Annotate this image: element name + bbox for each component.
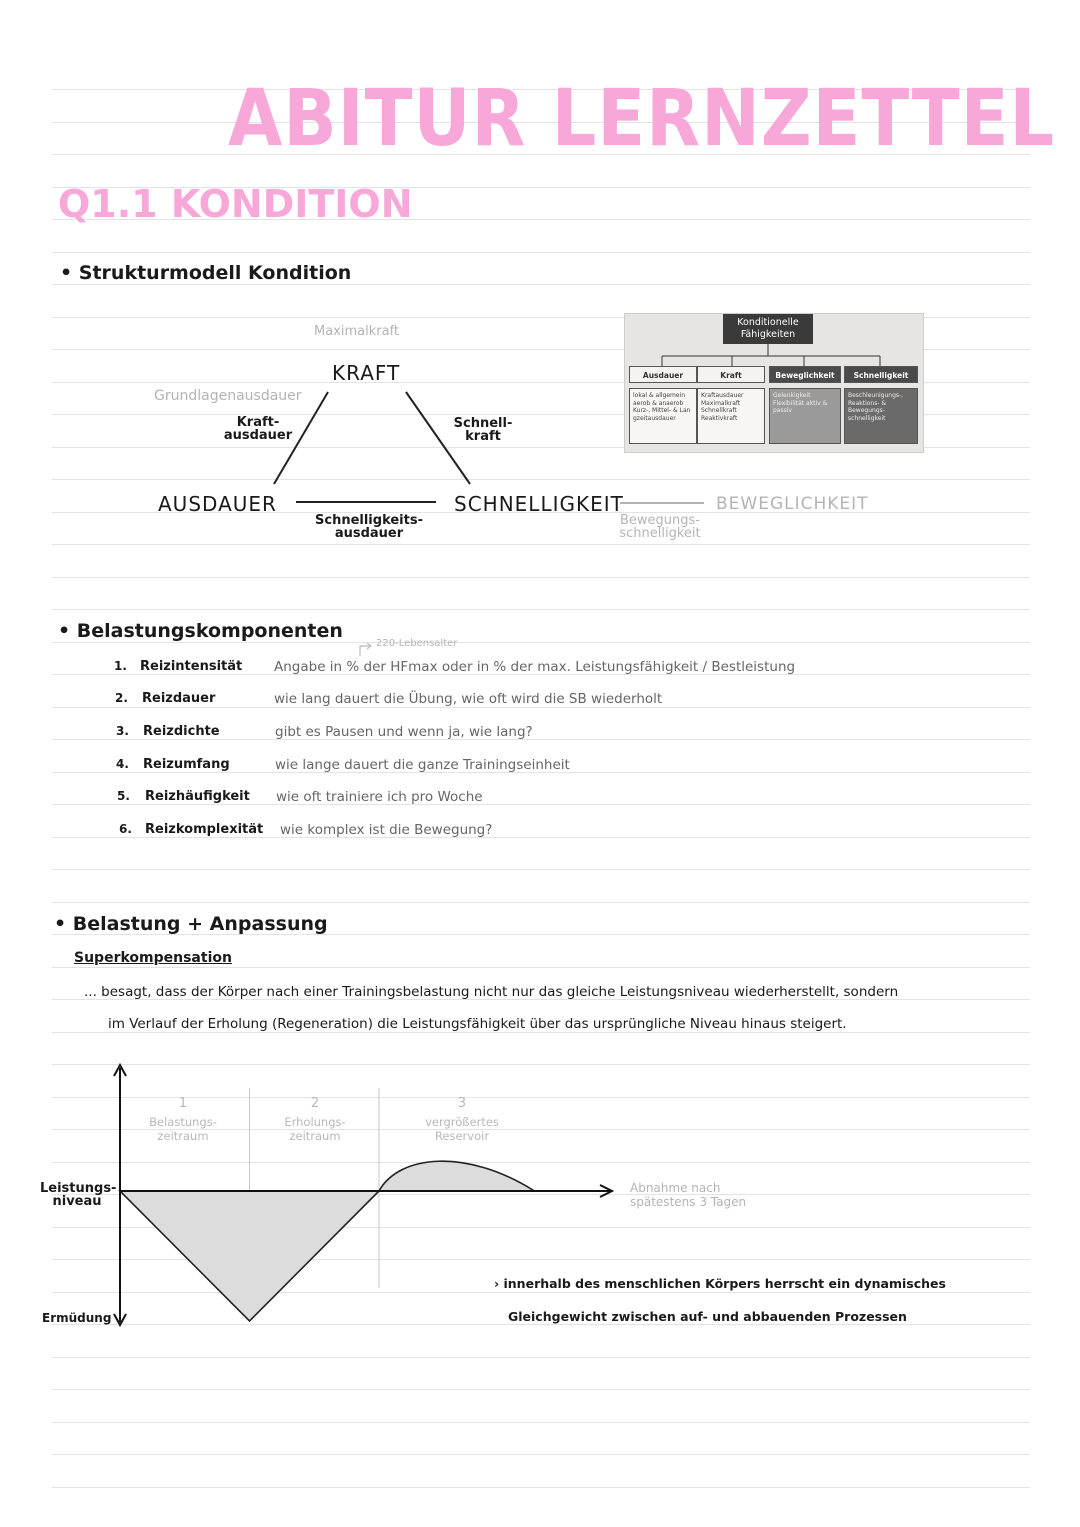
item-description-5: wie oft trainiere ich pro Woche <box>276 789 483 805</box>
item-number-6: 6. <box>119 822 132 836</box>
ruled-line <box>52 739 1030 740</box>
node-beweglichkeit: BEWEGLICHKEIT <box>716 494 869 514</box>
definition-line-1: ... besagt, dass der Körper nach einer Trainingsbelastung nicht nur das gleiche Leistungsniveau wiederherstellt, sondern <box>84 984 899 1000</box>
ruled-line <box>52 707 1030 708</box>
item-description-6: wie komplex ist die Bewegung? <box>280 822 493 838</box>
phase-label-1: Belastungs- <box>149 1115 217 1129</box>
bullet-icon: • <box>60 262 73 284</box>
photo-category-0: Ausdauer <box>629 366 697 383</box>
ruled-line <box>52 1357 1030 1358</box>
phase-label-3: vergrößertes <box>425 1115 499 1129</box>
label-grundlagenausdauer: Grundlagenausdauer <box>154 388 302 404</box>
item-number-2: 2. <box>115 691 128 705</box>
photo-konditionelle-faehigkeiten <box>624 313 924 453</box>
note-line-2: Gleichgewicht zwischen auf- und abbauenden Prozessen <box>508 1309 907 1324</box>
phase-label-1: zeitraum <box>157 1129 209 1143</box>
ruled-line <box>52 902 1030 903</box>
annotation-lebensalter: 220-Lebensalter <box>376 638 458 649</box>
photo-category-detail-0: lokal & allgemein aerob & anaerob Kurz-, Mittel- & Lan gzeitausdauer <box>629 388 697 444</box>
photo-category-detail-3: Beschleunigungs-, Reaktions- & Bewegungs- schnelligkeit <box>844 388 918 444</box>
item-term-6: Reizkomplexität <box>145 822 264 837</box>
item-term-3: Reizdichte <box>143 724 220 739</box>
label-maximalkraft: Maximalkraft <box>314 324 400 339</box>
phase-label-2: zeitraum <box>289 1129 341 1143</box>
bullet-icon: • <box>54 913 67 935</box>
section-belastungskomponenten <box>58 620 343 642</box>
edge-kraft-schnelligkeit <box>406 392 470 484</box>
triangle-diagram <box>0 0 1080 600</box>
page-subtitle: Q1.1 KONDITION <box>58 182 413 226</box>
ruled-line <box>52 1422 1030 1423</box>
item-number-4: 4. <box>116 757 129 771</box>
supercompensation-area <box>379 1161 534 1191</box>
ruled-line <box>52 837 1030 838</box>
section-heading: Strukturmodell Kondition <box>78 262 352 284</box>
item-term-5: Reizhäufigkeit <box>145 789 250 804</box>
item-description-2: wie lang dauert die Übung, wie oft wird die SB wiederholt <box>274 691 663 707</box>
item-term-2: Reizdauer <box>142 691 216 706</box>
fatigue-area <box>120 1191 379 1321</box>
phase-number-2: 2 <box>310 1096 320 1111</box>
photo-root-box: Konditionelle Fähigkeiten <box>723 314 813 344</box>
phase-label-2: Erholungs- <box>284 1115 346 1129</box>
ruled-line <box>52 1032 1030 1033</box>
phase-number-3: 3 <box>457 1096 467 1111</box>
edge-kraft-ausdauer <box>274 392 328 484</box>
photo-category-detail-2: Gelenkigkeit Flexibilität aktiv & passiv <box>769 388 841 444</box>
photo-category-1: Kraft <box>697 366 765 383</box>
ylabel-ermuedung: Ermüdung <box>42 1311 112 1325</box>
ylabel-leistungsniveau: Leistungs- niveau <box>40 1181 117 1209</box>
page-title: ABITUR LERNZETTEL <box>228 74 1056 164</box>
label-kraftausdauer: Kraft- ausdauer <box>223 415 293 443</box>
ruled-line <box>52 1487 1030 1488</box>
item-term-1: Reizintensität <box>140 659 243 674</box>
superkompensation-chart <box>0 1050 1080 1350</box>
item-number-5: 5. <box>117 789 130 803</box>
node-ausdauer: AUSDAUER <box>158 492 277 516</box>
item-description-4: wie lange dauert die ganze Trainingseinheit <box>275 757 570 773</box>
label-bewegungsschnelligkeit: Bewegungs- schnelligkeit <box>619 513 701 541</box>
section-heading: Belastung + Anpassung <box>72 913 328 935</box>
ruled-line <box>52 609 1030 610</box>
phase-label-3: Reservoir <box>434 1129 490 1143</box>
annotation-arrow-icon <box>356 640 376 658</box>
ruled-line <box>52 804 1030 805</box>
ruled-line <box>52 967 1030 968</box>
x-end-label: Abnahme nach spätestens 3 Tagen <box>630 1181 747 1209</box>
note-line-1: › innerhalb des menschlichen Körpers herrscht ein dynamisches <box>494 1276 946 1291</box>
node-kraft: KRAFT <box>332 361 401 385</box>
photo-category-2: Beweglichkeit <box>769 366 841 383</box>
definition-line-2: im Verlauf der Erholung (Regeneration) die Leistungsfähigkeit über das ursprüngliche Niveau hinaus steigert. <box>108 1016 847 1032</box>
item-description-1: Angabe in % der HFmax oder in % der max. Leistungsfähigkeit / Bestleistung <box>274 659 796 675</box>
item-number-3: 3. <box>116 724 129 738</box>
item-description-3: gibt es Pausen und wenn ja, wie lang? <box>275 724 533 740</box>
label-schnelligkeitsausdauer: Schnelligkeits- ausdauer <box>315 513 423 541</box>
bullet-icon: • <box>58 620 71 642</box>
photo-category-detail-1: Kraftausdauer Maximalkraft Schnellkraft Reaktivkraft <box>697 388 765 444</box>
photo-category-3: Schnelligkeit <box>844 366 918 383</box>
ruled-line <box>52 1389 1030 1390</box>
node-schnelligkeit: SCHNELLIGKEIT <box>454 492 624 516</box>
ruled-line <box>52 869 1030 870</box>
section-heading: Belastungskomponenten <box>76 620 343 642</box>
ruled-line <box>52 642 1030 643</box>
ruled-line <box>52 1454 1030 1455</box>
item-term-4: Reizumfang <box>143 757 230 772</box>
label-schnellkraft: Schnell- kraft <box>453 416 513 444</box>
item-number-1: 1. <box>114 659 127 673</box>
subheading-superkompensation: Superkompensation <box>74 950 232 966</box>
phase-number-1: 1 <box>178 1096 188 1111</box>
section-anpassung <box>54 913 328 935</box>
